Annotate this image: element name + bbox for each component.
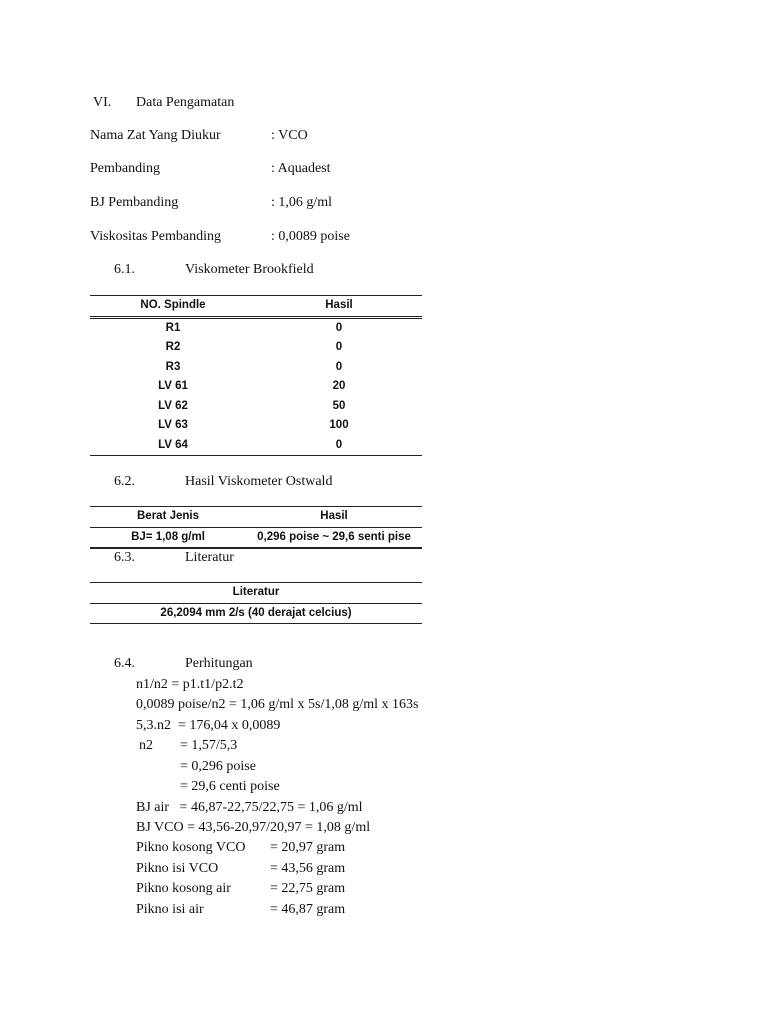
calc-bj-air: BJ air = 46,87-22,75/22,75 = 1,06 g/ml bbox=[136, 800, 363, 815]
pikno-value: = 43,56 gram bbox=[270, 861, 346, 876]
ostwald-table bbox=[90, 506, 422, 549]
column-header: Berat Jenis bbox=[90, 507, 246, 528]
table-cell: 0 bbox=[335, 321, 343, 334]
table-cell: 26,2094 mm 2/s (40 derajat celcius) bbox=[90, 603, 422, 624]
info-label: Viskositas Pembanding bbox=[90, 229, 221, 244]
brookfield-table bbox=[90, 295, 422, 456]
subsection-title: Hasil Viskometer Ostwald bbox=[185, 474, 333, 489]
subsection-title: Literatur bbox=[185, 550, 234, 565]
table-header-row bbox=[90, 296, 422, 318]
table-header-row bbox=[90, 583, 422, 604]
calc-step: 5,3.n2 = 176,04 x 0,0089 bbox=[136, 718, 281, 733]
table-cell: LV 64 bbox=[90, 436, 256, 456]
column-header: Literatur bbox=[90, 583, 422, 604]
table-row bbox=[90, 338, 422, 358]
subsection-number: 6.3. bbox=[114, 550, 135, 565]
info-value: : 1,06 g/ml bbox=[271, 195, 333, 210]
subsection-number: 6.2. bbox=[114, 474, 135, 489]
table-cell: LV 61 bbox=[158, 380, 188, 392]
table-cell: 0 bbox=[256, 436, 422, 456]
pikno-label: Pikno isi VCO bbox=[136, 861, 219, 876]
section-number: VI. bbox=[93, 95, 112, 110]
info-value: : VCO bbox=[271, 128, 308, 143]
table-cell: 0 bbox=[335, 360, 343, 373]
pikno-value: = 46,87 gram bbox=[270, 902, 346, 917]
subsection-title: Viskometer Brookfield bbox=[185, 262, 314, 277]
table-cell: 20 bbox=[332, 380, 346, 392]
table-cell: R1 bbox=[165, 321, 181, 334]
calc-step: = 1,57/5,3 bbox=[180, 738, 238, 753]
table-cell: 100 bbox=[329, 419, 349, 431]
subsection-number: 6.1. bbox=[114, 262, 135, 277]
column-header: Hasil bbox=[246, 507, 422, 528]
subsection-number: 6.4. bbox=[114, 656, 135, 671]
table-cell: R2 bbox=[165, 341, 181, 353]
pikno-label: Pikno isi air bbox=[136, 902, 204, 917]
calc-bj-vco: BJ VCO = 43,56-20,97/20,97 = 1,08 g/ml bbox=[136, 820, 371, 835]
pikno-value: = 20,97 gram bbox=[270, 840, 346, 855]
calc-step: = 0,296 poise bbox=[180, 759, 256, 774]
calc-formula: n1/n2 = p1.t1/p2.t2 bbox=[136, 677, 244, 692]
literatur-table bbox=[90, 582, 422, 624]
table-row bbox=[90, 317, 422, 338]
info-label: Nama Zat Yang Diukur bbox=[90, 128, 221, 143]
table-row bbox=[90, 436, 422, 456]
calc-step: 0,0089 poise/n2 = 1,06 g/ml x 5s/1,08 g/ml x 163s bbox=[136, 697, 419, 712]
calc-step-label: n2 bbox=[139, 738, 153, 753]
subsection-title: Perhitungan bbox=[185, 656, 253, 671]
table-cell: 0 bbox=[335, 341, 343, 353]
table-row bbox=[90, 416, 422, 436]
pikno-label: Pikno kosong VCO bbox=[136, 840, 246, 855]
table-cell: LV 63 bbox=[158, 419, 188, 431]
table-header-row bbox=[90, 507, 422, 528]
table-cell: R3 bbox=[165, 360, 181, 373]
table-cell: LV 62 bbox=[158, 399, 188, 412]
table-cell: 50 bbox=[332, 399, 346, 412]
table-cell: BJ= 1,08 g/ml bbox=[90, 527, 246, 548]
section-title: Data Pengamatan bbox=[136, 95, 235, 110]
column-header: Hasil bbox=[256, 296, 422, 318]
info-label: BJ Pembanding bbox=[90, 195, 179, 210]
table-row bbox=[90, 527, 422, 548]
pikno-label: Pikno kosong air bbox=[136, 881, 231, 896]
table-row bbox=[90, 397, 422, 417]
table-row bbox=[90, 377, 422, 397]
column-header: NO. Spindle bbox=[90, 296, 256, 318]
table-row bbox=[90, 358, 422, 378]
table-row bbox=[90, 603, 422, 624]
table-cell: 0,296 poise ~ 29,6 senti pise bbox=[246, 527, 422, 548]
info-value: : 0,0089 poise bbox=[271, 229, 350, 244]
info-value: : Aquadest bbox=[271, 161, 331, 176]
pikno-value: = 22,75 gram bbox=[270, 881, 346, 896]
calc-step: = 29,6 centi poise bbox=[180, 779, 280, 794]
info-label: Pembanding bbox=[90, 161, 160, 176]
